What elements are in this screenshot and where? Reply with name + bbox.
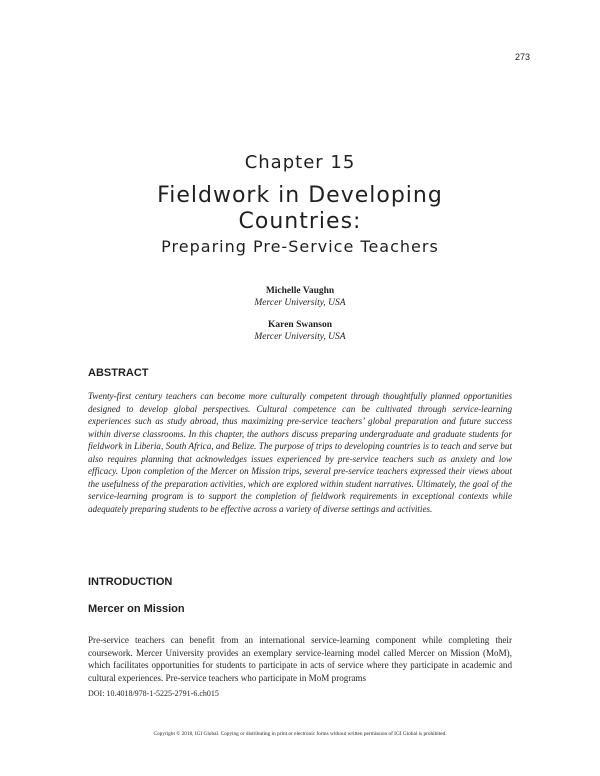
- doi-line: DOI: 10.4018/978-1-5225-2791-6.ch015: [88, 689, 219, 698]
- author-affiliation: Mercer University, USA: [254, 332, 346, 342]
- page-number: 273: [514, 52, 530, 62]
- chapter-title-line1: Fieldwork in Developing: [157, 183, 443, 208]
- section-subheading: Mercer on Mission: [88, 603, 185, 615]
- author-name: Karen Swanson: [268, 320, 332, 330]
- abstract-text: Twenty-first century teachers can become more culturally competent through thoughtfully planned opportunities designed to develop global perspectives. Cultural competence can be cultivated through service-learning experiences such as study abroad, thus maximizing pre-service teachers’ global preparation and future success within diverse classrooms. In this chapter, the authors discuss preparing undergraduate and graduate students for fieldwork in Liberia, South Africa, and Belize. The purpose of trips to developing countries is to teach and serve but also requires planning that acknowledges issues experienced by pre-service teachers such as anxiety and low efficacy. Upon completion of the Mercer on Mission trips, several pre-service teachers expressed their views about the usefulness of the preparation activities, which are explored within student narratives. Ultimately, the goal of the service-learning program is to support the completion of fieldwork requirements in exceptional contexts while adequately preparing students to be effective across a variety of diverse settings and activities.: [88, 391, 512, 514]
- introduction-heading: INTRODUCTION: [88, 576, 173, 588]
- author-name: Michelle Vaughn: [265, 286, 335, 296]
- abstract-heading: ABSTRACT: [88, 367, 149, 379]
- copyright-notice: Copyright © 2018, IGI Global. Copying or distributing in print or electronic forms without written permission of IGI Global is prohibited.: [153, 731, 447, 737]
- author-list: [0, 285, 600, 343]
- chapter-label: Chapter 15: [244, 152, 356, 173]
- introduction-text: Pre-service teachers can benefit from an international service-learning component while completing their coursework. Mercer University provides an exemplary service-learning model called Mercer on Mission (MoM), which facilitates opportunities for students to participate in acts of service where they participate in academic and cultural experiences. Pre-service teachers who participate in MoM programs: [88, 635, 512, 683]
- chapter-subtitle: Preparing Pre-Service Teachers: [161, 237, 439, 256]
- chapter-title-line2: Countries:: [238, 209, 362, 234]
- author-affiliation: Mercer University, USA: [254, 298, 346, 308]
- chapter-title-block: [0, 152, 600, 257]
